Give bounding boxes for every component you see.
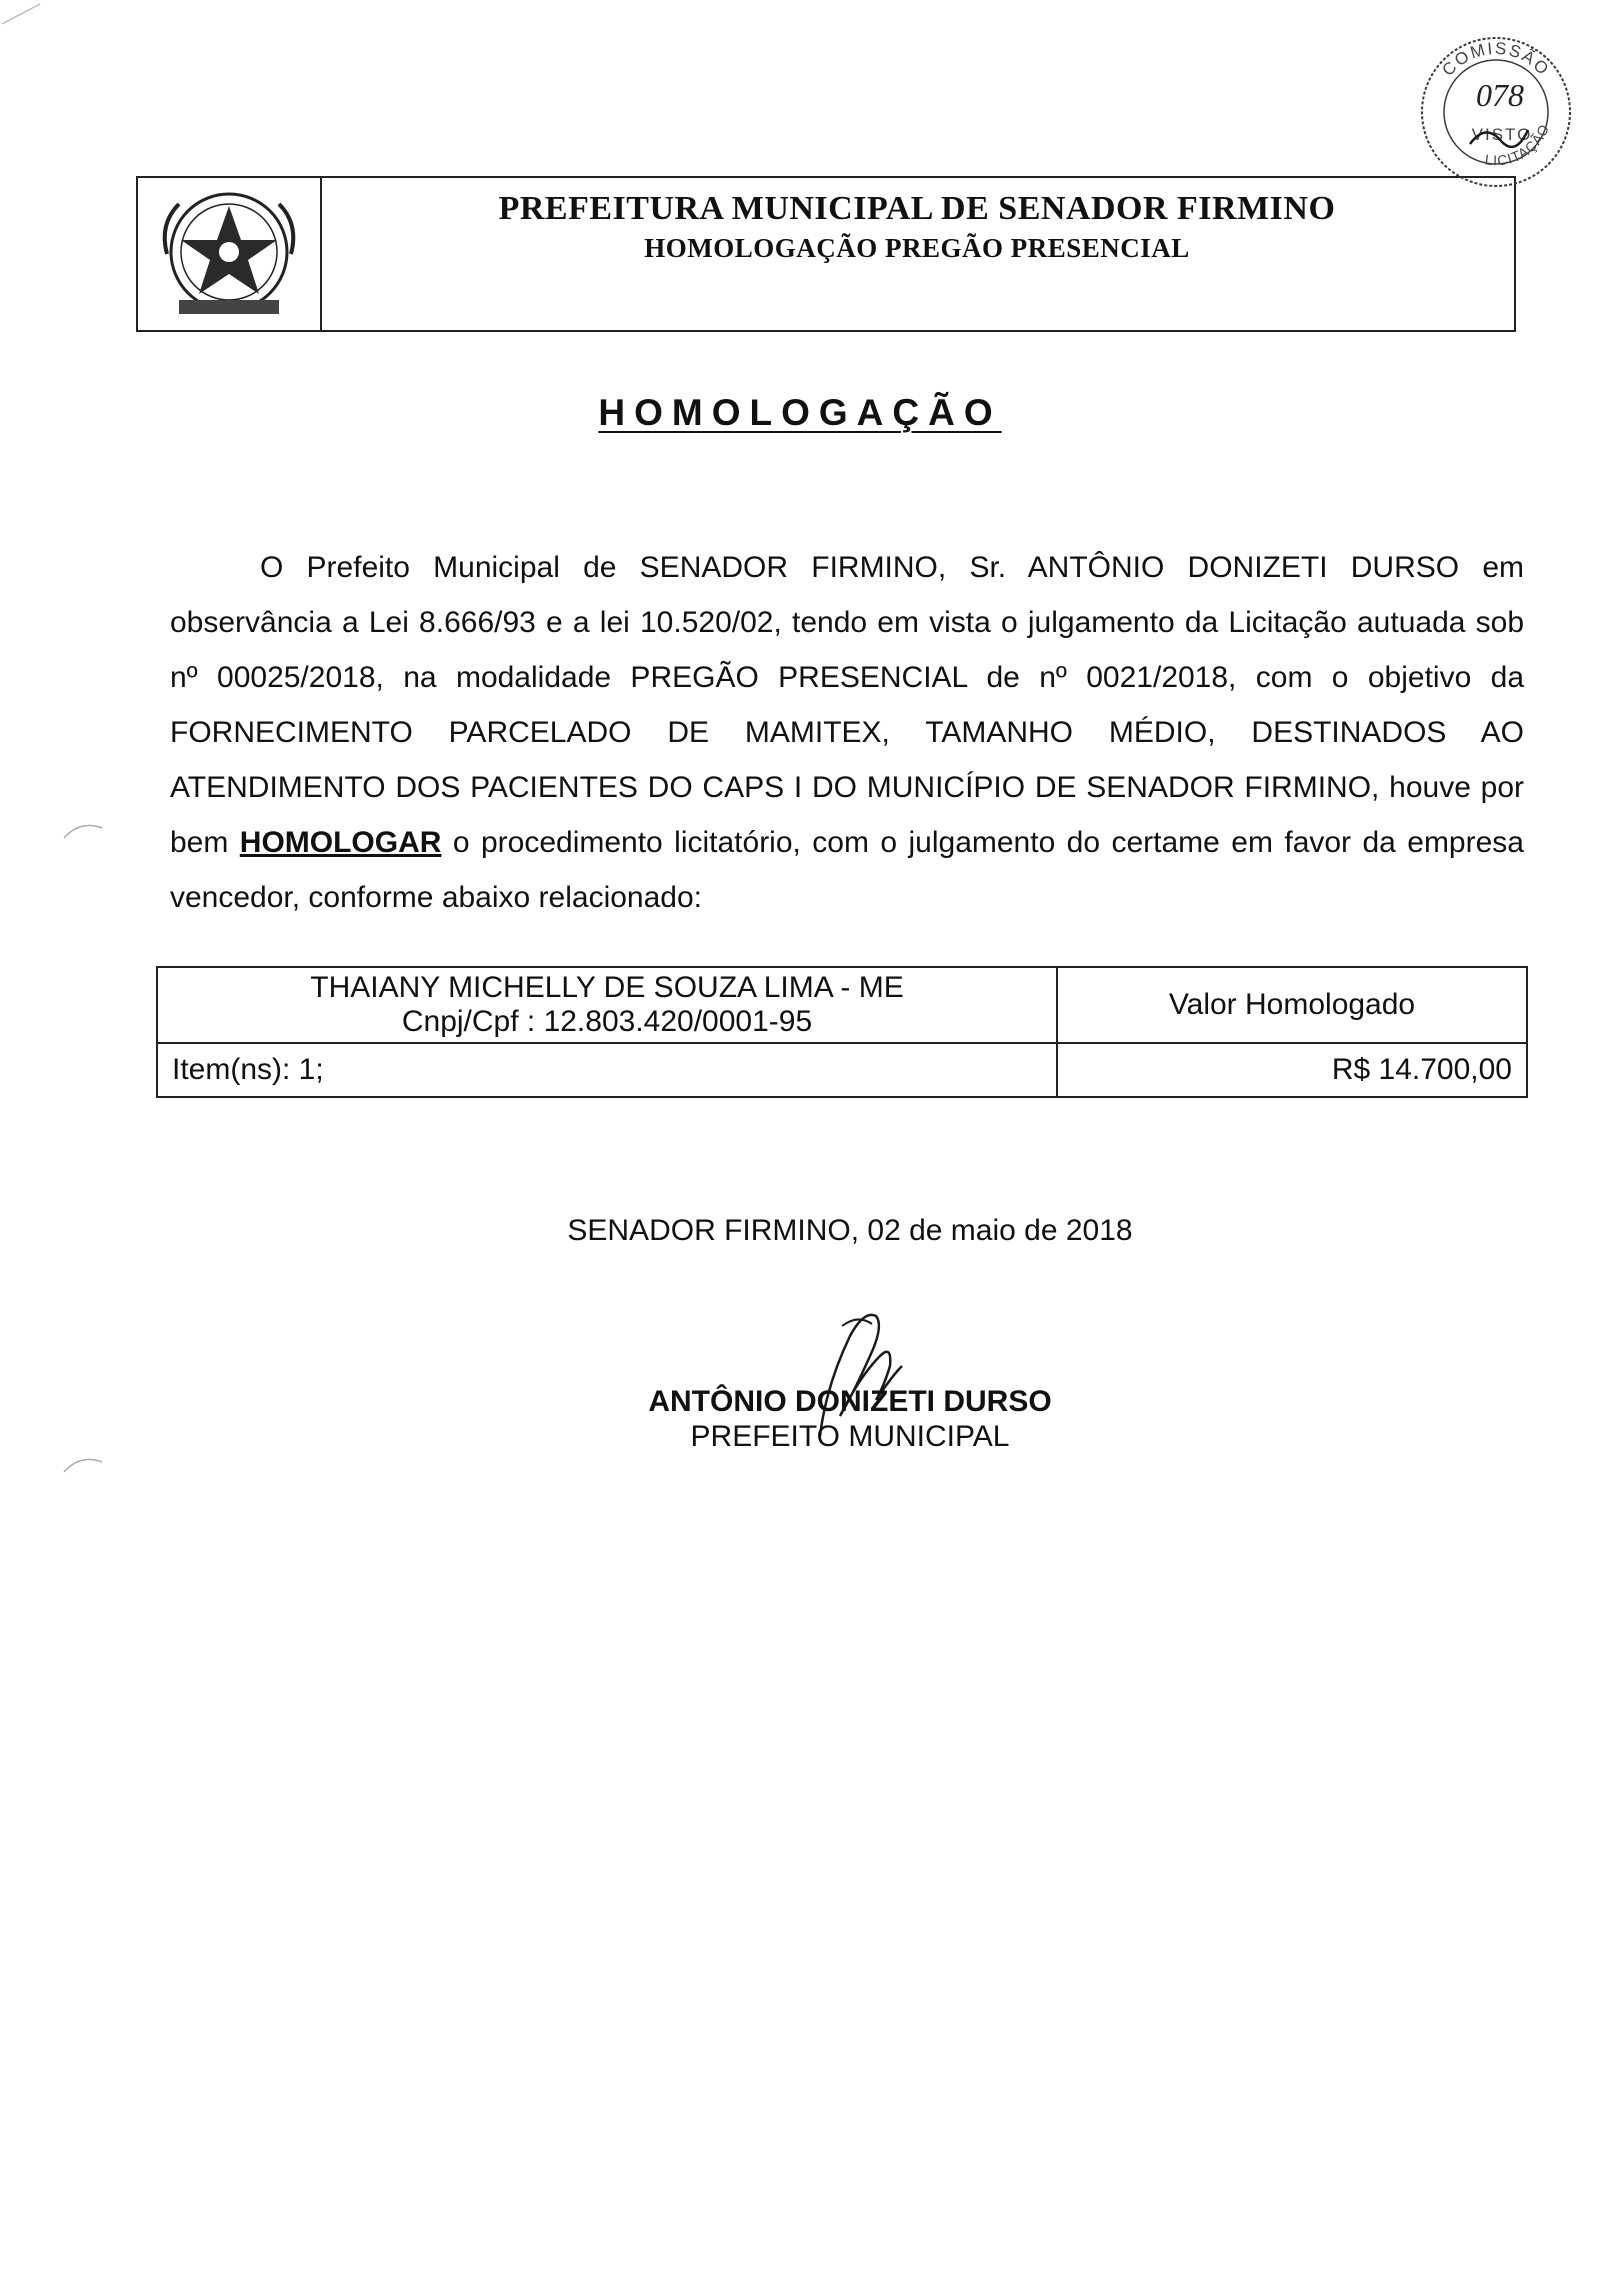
table-row xyxy=(157,967,1527,1043)
body-paragraph xyxy=(170,540,1524,925)
coat-of-arms-icon xyxy=(149,184,309,324)
paragraph-text-after: o procedimento licitatório, com o julgamento do certame em favor da empresa vencedor, conforme abaixo relacionado: xyxy=(170,826,1524,914)
paragraph-text-before: O Prefeito Municipal de SENADOR FIRMINO, Sr. ANTÔNIO DONIZETI DURSO em observância a Lei 8.666/93 e a lei 10.520/02, tendo em vista o julgamento da Licitação autuada sob nº 00025/2018, na modalidade PREGÃO PRESENCIAL de nº 0021/2018, com o objetivo da FORNECIMENTO PARCELADO DE MAMITEX, TAMANHO MÉDIO, DESTINADOS AO ATENDIMENTO DOS PACIENTES DO CAPS I DO MUNICÍPIO DE SENADOR FIRMINO, houve por bem xyxy=(170,551,1524,859)
result-table xyxy=(156,966,1528,1098)
document-title-text: HOMOLOGAÇÃO xyxy=(598,392,1002,433)
date-line: SENADOR FIRMINO, 02 de maio de 2018 xyxy=(567,1214,1133,1247)
commission-stamp xyxy=(1410,26,1582,198)
table-row xyxy=(157,1043,1527,1097)
company-name: THAIANY MICHELLY DE SOUZA LIMA - ME xyxy=(310,971,904,1004)
stamp-number: 078 xyxy=(1476,77,1524,113)
header-title: PREFEITURA MUNICIPAL DE SENADOR FIRMINO xyxy=(498,190,1336,227)
scan-artifact xyxy=(0,0,60,30)
municipal-crest xyxy=(138,178,322,330)
items-cell: Item(ns): 1; xyxy=(157,1043,1057,1097)
value-header: Valor Homologado xyxy=(1057,967,1527,1043)
scan-artifact xyxy=(60,1448,110,1478)
signer-role: PREFEITO MUNICIPAL xyxy=(690,1420,1010,1453)
document-title xyxy=(0,392,1600,434)
value-cell: R$ 14.700,00 xyxy=(1057,1043,1527,1097)
header-subtitle: HOMOLOGAÇÃO PREGÃO PRESENCIAL xyxy=(644,233,1190,263)
signer-name: ANTÔNIO DONIZETI DURSO xyxy=(648,1385,1052,1418)
company-cell xyxy=(157,967,1057,1043)
company-cnpj: Cnpj/Cpf : 12.803.420/0001-95 xyxy=(401,1005,813,1038)
document-header xyxy=(136,176,1516,332)
stamp-middle-text: VISTO xyxy=(1471,125,1533,144)
stamp-top-text: COMISSÃO xyxy=(1438,38,1554,80)
stamp-bottom-text: LICITAÇÃO xyxy=(1484,121,1553,169)
paragraph-emphasis: HOMOLOGAR xyxy=(239,826,442,859)
scan-artifact xyxy=(60,814,110,844)
